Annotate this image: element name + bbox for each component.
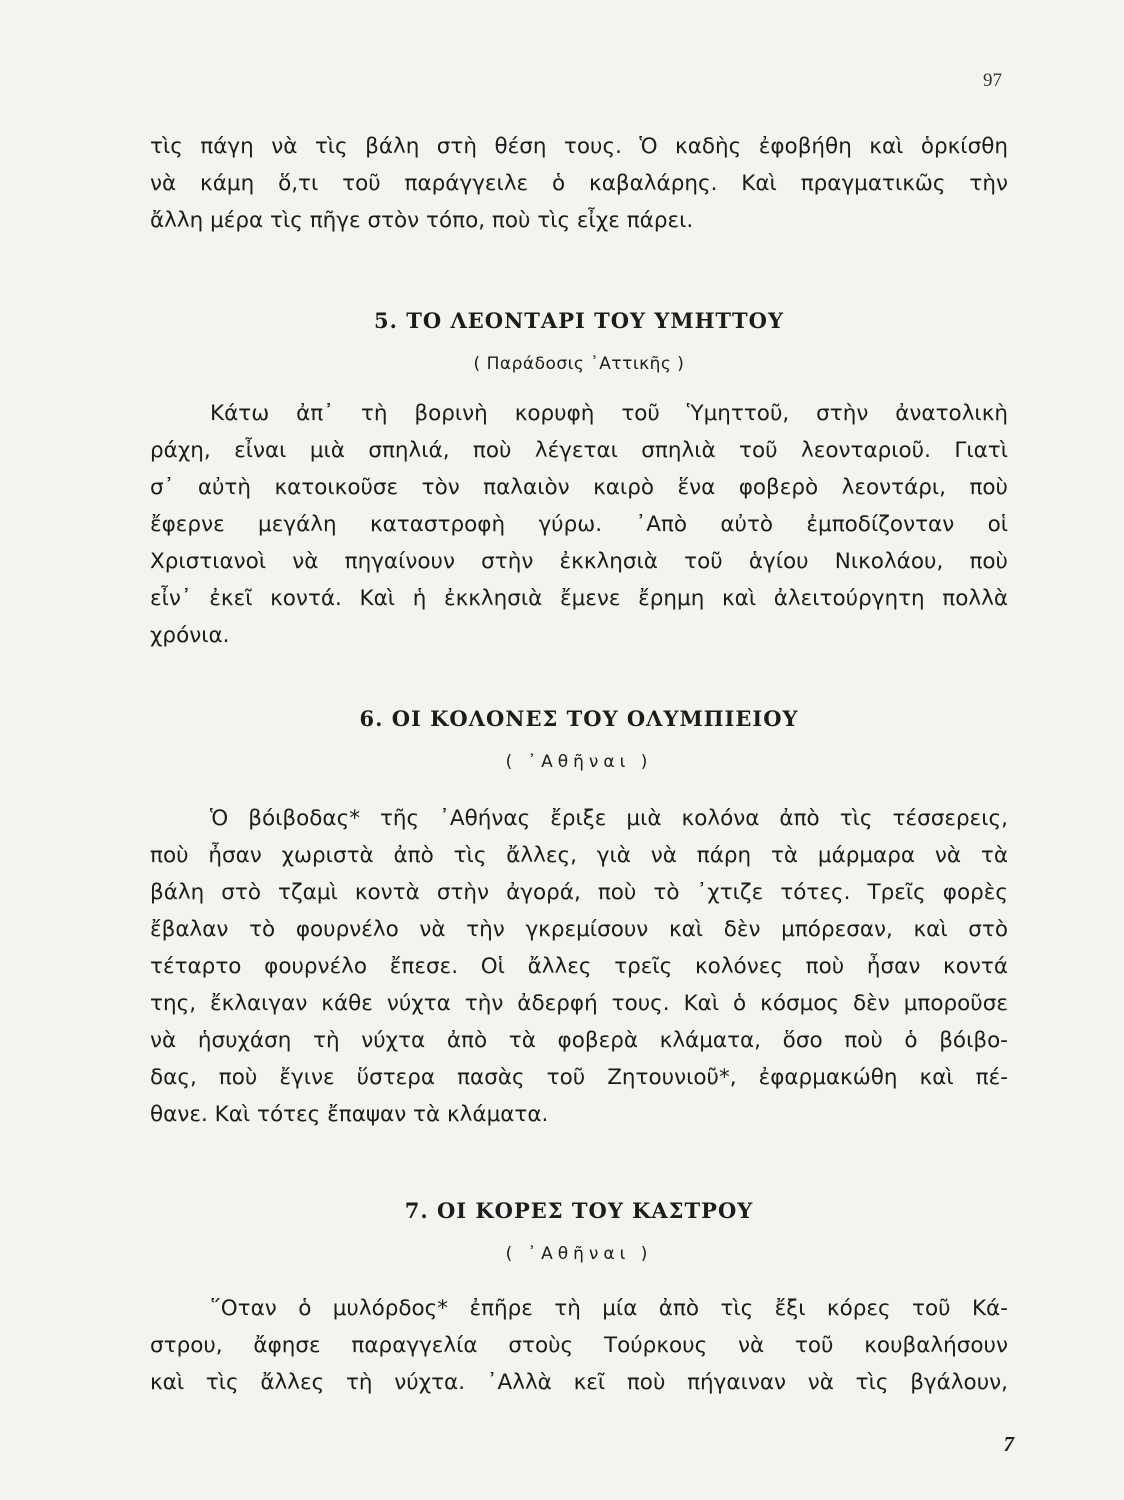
text-line: τέταρτο φουρνέλο ἔπεσε. Οἱ ἄλλες τρεῖς κολόνες ποὺ ἦσαν κοντά <box>150 954 1008 979</box>
section-paragraph <box>150 1290 1008 1401</box>
text-line: δας, ποὺ ἔγινε ὕστερα πασὰς τοῦ Ζητουνιοῦ*, ἐφαρμακώθη καὶ πέ- <box>150 1065 1008 1090</box>
text-line: της, ἔκλαιγαν κάθε νύχτα τὴν ἀδερφή τους. Καὶ ὁ κόσμος δὲν μποροῦσε <box>150 991 1008 1016</box>
section-source: ( ᾽Αθῆναι ) <box>505 1244 653 1264</box>
text-line: Κάτω ἀπ᾽ τὴ βορινὴ κορυφὴ τοῦ Ὑμηττοῦ, στὴν ἀνατολικὴ <box>210 401 1008 426</box>
text-line: ἔβαλαν τὸ φουρνέλο νὰ τὴν γκρεμίσουν καὶ δὲν μπόρεσαν, καὶ στὸ <box>150 917 1008 942</box>
text-line: ράχη, εἶναι μιὰ σπηλιά, ποὺ λέγεται σπηλιὰ τοῦ λεονταριοῦ. Γιατὶ <box>150 438 1008 463</box>
text-line: νὰ ἡσυχάση τὴ νύχτα ἀπὸ τὰ φοβερὰ κλάματα, ὅσο ποὺ ὁ βόιβο- <box>150 1028 1008 1053</box>
text-line: καὶ τὶς ἄλλες τὴ νύχτα. ᾽Αλλὰ κεῖ ποὺ πήγαιναν νὰ τὶς βγάλουν, <box>150 1370 1008 1395</box>
section-source: ( ᾽Αθῆναι ) <box>505 752 653 772</box>
text-line: ῞Οταν ὁ μυλόρδος* ἐπῆρε τὴ μία ἀπὸ τὶς ἔξι κόρες τοῦ Κά- <box>210 1296 1008 1321</box>
signature-mark: 7 <box>1003 1432 1014 1456</box>
text-line: χρόνια. <box>150 623 230 648</box>
section-title: 6. ΟΙ ΚΟΛΟΝΕΣ ΤΟΥ ΟΛΥΜΠΙΕΙΟΥ <box>359 706 799 731</box>
text-line: βάλη στὸ τζαμὶ κοντὰ στὴν ἀγορά, ποὺ τὸ ᾽χτιζε τότες. Τρεῖς φορὲς <box>150 880 1008 905</box>
text-line: ἄλλη μέρα τὶς πῆγε στὸν τόπο, ποὺ τὶς εἶχε πάρει. <box>150 208 694 233</box>
text-line: Ὁ βόιβοδας* τῆς ᾽Αθήνας ἔριξε μιὰ κολόνα ἀπὸ τὶς τέσσερεις, <box>210 806 1008 831</box>
section-paragraph <box>150 800 1008 1133</box>
text-line: ποὺ ἦσαν χωριστὰ ἀπὸ τὶς ἄλλες, γιὰ νὰ πάρη τὰ μάρμαρα νὰ τὰ <box>150 843 1008 868</box>
text-line: νὰ κάμη ὅ,τι τοῦ παράγγειλε ὁ καβαλάρης. Καὶ πραγματικῶς τὴν <box>150 171 1008 196</box>
section-title: 5. ΤΟ ΛΕΟΝΤΑΡΙ ΤΟΥ ΥΜΗΤΤΟΥ <box>374 308 784 333</box>
text-line: Χριστιανοὶ νὰ πηγαίνουν στὴν ἐκκλησιὰ τοῦ ἁγίου Νικολάου, ποὺ <box>150 549 1008 574</box>
text-line: ἔφερνε μεγάλη καταστροφὴ γύρω. ᾽Απὸ αὐτὸ ἐμποδίζονταν οἱ <box>150 512 1008 537</box>
text-line: στρου, ἄφησε παραγγελία στοὺς Τούρκους νὰ τοῦ κουβαλήσουν <box>150 1333 1008 1358</box>
section-source: ( Παράδοσις ᾽Αττικῆς ) <box>473 354 685 374</box>
intro-paragraph <box>150 128 1008 239</box>
text-line: θανε. Καὶ τότες ἔπαψαν τὰ κλάματα. <box>150 1102 549 1127</box>
section-title: 7. ΟΙ ΚΟΡΕΣ ΤΟΥ ΚΑΣΤΡΟΥ <box>404 1198 754 1223</box>
section-paragraph <box>150 395 1008 654</box>
text-line: εἶν᾽ ἐκεῖ κοντά. Καὶ ἡ ἐκκλησιὰ ἔμενε ἔρημη καὶ ἀλειτούργητη πολλὰ <box>150 586 1008 611</box>
text-line: τὶς πάγη νὰ τὶς βάλη στὴ θέση τους. Ὁ καδὴς ἐφοβήθη καὶ ὁρκίσθη <box>150 134 1008 159</box>
page-number: 97 <box>983 70 1002 91</box>
text-line: σ᾽ αὐτὴ κατοικοῦσε τὸν παλαιὸν καιρὸ ἕνα φοβερὸ λεοντάρι, ποὺ <box>150 475 1008 500</box>
